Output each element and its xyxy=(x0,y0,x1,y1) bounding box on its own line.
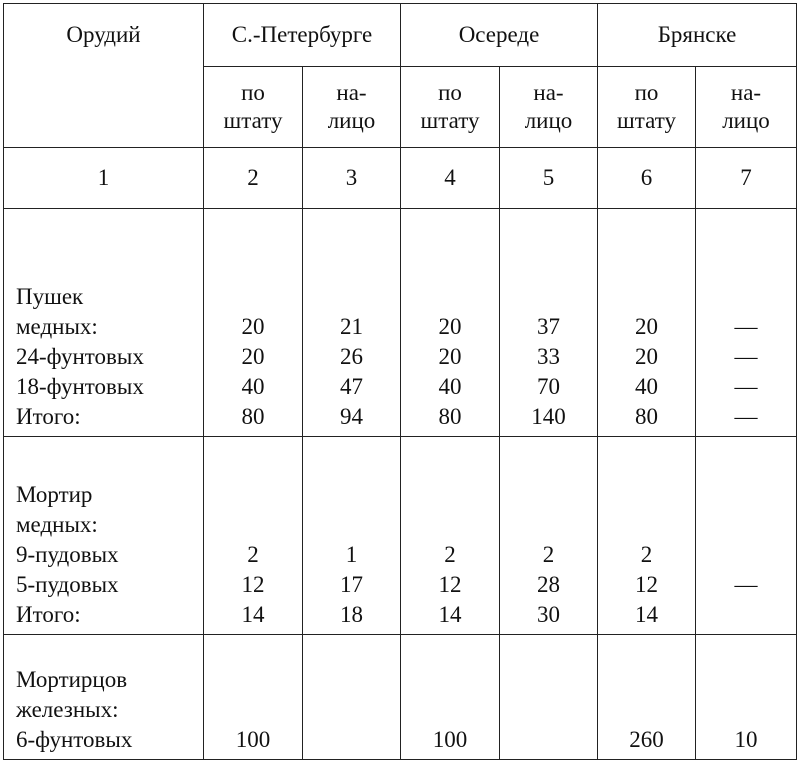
label-line: 9-пудовых xyxy=(16,542,119,567)
label-line: Мортирцов xyxy=(16,667,128,692)
subheader-text: по xyxy=(241,80,265,105)
cell-col4 xyxy=(401,209,500,437)
cell-col3 xyxy=(303,635,401,760)
label-line: Итого: xyxy=(16,404,81,429)
document xyxy=(3,3,797,760)
subheader-po-1 xyxy=(204,67,303,148)
value: 14 xyxy=(241,602,265,627)
value: 20 xyxy=(635,314,658,339)
subheader-po-2 xyxy=(401,67,500,148)
cell-col6 xyxy=(598,437,696,635)
value: 20 xyxy=(241,344,265,369)
dash-value: — xyxy=(734,572,758,597)
subheader-na-3 xyxy=(696,67,797,148)
column-number: 1 xyxy=(4,148,204,209)
column-numbers-row xyxy=(4,148,797,209)
header-col1 xyxy=(4,4,204,148)
header-city3: Брянске xyxy=(598,4,797,67)
value: 2 xyxy=(542,542,555,567)
label-line: медных: xyxy=(16,512,98,537)
subheader-text: штату xyxy=(420,108,480,133)
value: 12 xyxy=(241,572,265,597)
label-line: медных: xyxy=(16,314,98,339)
cell-col5 xyxy=(500,437,598,635)
value: 12 xyxy=(635,572,658,597)
value: 94 xyxy=(340,404,363,429)
value: 20 xyxy=(635,344,658,369)
value: 14 xyxy=(635,602,658,627)
subheader-text: на- xyxy=(336,80,367,105)
cell-col5 xyxy=(500,635,598,760)
label-line: 18-фунтовых xyxy=(16,374,144,399)
value: 40 xyxy=(241,374,265,399)
value: 80 xyxy=(241,404,265,429)
cell-col5 xyxy=(500,209,598,437)
column-number: 3 xyxy=(303,148,401,209)
value: 47 xyxy=(340,374,363,399)
value: 20 xyxy=(438,344,462,369)
cell-col7 xyxy=(696,437,797,635)
cell-col6: 260 xyxy=(598,635,696,760)
subheader-text: штату xyxy=(617,108,676,133)
value: 21 xyxy=(340,314,363,339)
subheader-text: лицо xyxy=(524,108,573,133)
group-row-small-mortars xyxy=(4,635,797,760)
group-label-cannons xyxy=(4,209,204,437)
cell-col7 xyxy=(696,209,797,437)
value: 40 xyxy=(438,374,462,399)
value: 80 xyxy=(438,404,462,429)
subheader-na-2 xyxy=(500,67,598,148)
cell-col2 xyxy=(204,437,303,635)
cell-col3 xyxy=(303,437,401,635)
dash-value: — xyxy=(734,344,758,369)
label-line: 24-фунтовых xyxy=(16,344,144,369)
value: 20 xyxy=(241,314,265,339)
subheader-text: штату xyxy=(223,108,283,133)
group-label-small-mortars xyxy=(4,635,204,760)
label-line: 6-фунтовых xyxy=(16,727,133,752)
artillery-table xyxy=(3,3,797,760)
column-number: 2 xyxy=(204,148,303,209)
label-line: Мортир xyxy=(16,482,93,507)
header-city1: С.-Петербурге xyxy=(204,4,401,67)
value: 14 xyxy=(438,602,462,627)
value: 140 xyxy=(531,404,566,429)
group-row-mortars xyxy=(4,437,797,635)
label-line: Итого: xyxy=(16,602,81,627)
value: 30 xyxy=(537,602,560,627)
value: 40 xyxy=(635,374,658,399)
value: 20 xyxy=(438,314,462,339)
cell-col4: 100 xyxy=(401,635,500,760)
subheader-text: лицо xyxy=(327,108,376,133)
column-number: 4 xyxy=(401,148,500,209)
dash-value: — xyxy=(734,404,758,429)
group-label-mortars xyxy=(4,437,204,635)
header-city2: Осереде xyxy=(401,4,598,67)
label-line: Пушек xyxy=(16,284,84,309)
column-number: 6 xyxy=(598,148,696,209)
value: 70 xyxy=(537,374,560,399)
dash-value: — xyxy=(734,374,758,399)
cell-col6 xyxy=(598,209,696,437)
cell-col4 xyxy=(401,437,500,635)
cell-col7: 10 xyxy=(696,635,797,760)
value: 12 xyxy=(438,572,462,597)
value: 37 xyxy=(537,314,560,339)
value: 33 xyxy=(537,344,560,369)
cell-col2: 100 xyxy=(204,635,303,760)
value: 2 xyxy=(247,542,259,567)
label-line: железных: xyxy=(16,697,119,722)
value: 1 xyxy=(345,542,358,567)
value: 2 xyxy=(640,542,653,567)
value: 2 xyxy=(444,542,456,567)
value: 18 xyxy=(340,602,363,627)
value: 26 xyxy=(340,344,363,369)
subheader-na-1 xyxy=(303,67,401,148)
group-row-cannons xyxy=(4,209,797,437)
subheader-po-3 xyxy=(598,67,696,148)
subheader-text: по xyxy=(634,80,659,105)
subheader-text: на- xyxy=(730,80,762,105)
subheader-text: лицо xyxy=(722,108,770,133)
label-line: 5-пудовых xyxy=(16,572,119,597)
value: 28 xyxy=(537,572,560,597)
column-number: 5 xyxy=(500,148,598,209)
dash-value: — xyxy=(734,314,758,339)
value: 17 xyxy=(340,572,363,597)
header-row xyxy=(4,4,797,67)
subheader-text: по xyxy=(438,80,462,105)
value: 80 xyxy=(635,404,658,429)
subheader-text: на- xyxy=(533,80,564,105)
column-number: 7 xyxy=(696,148,797,209)
cell-col3 xyxy=(303,209,401,437)
header-col1-text: Орудий xyxy=(66,22,141,47)
cell-col2 xyxy=(204,209,303,437)
